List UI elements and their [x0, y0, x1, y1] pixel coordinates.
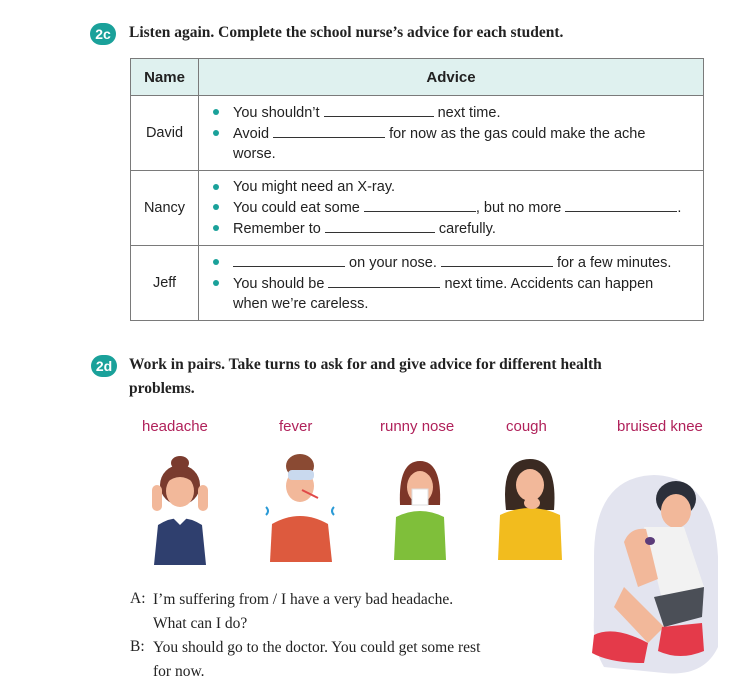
- answer-blank[interactable]: [325, 218, 435, 233]
- answer-blank[interactable]: [273, 123, 385, 138]
- speaker-a: A:: [130, 590, 146, 607]
- advice-text: for a few minutes.: [556, 255, 672, 271]
- bullet-icon: [211, 218, 233, 239]
- problem-label-runny-nose: runny nose: [380, 418, 455, 435]
- student-name: David: [131, 96, 199, 171]
- advice-text: next time. Accidents can happen: [444, 276, 654, 292]
- headache-illustration: [140, 455, 220, 565]
- advice-text: on your nose.: [349, 255, 437, 271]
- table-row: [131, 246, 704, 321]
- table-row: [131, 96, 704, 171]
- bullet-icon: [211, 177, 233, 197]
- advice-text: You should be: [233, 276, 325, 292]
- advice-text: .: [677, 200, 682, 216]
- advice-cell: [199, 246, 704, 321]
- advice-text: You shouldn’t: [233, 105, 320, 121]
- advice-line: [211, 197, 693, 218]
- advice-line: [211, 144, 693, 164]
- fever-illustration: [262, 452, 340, 562]
- advice-text: for now as the gas could make the ache: [389, 126, 646, 142]
- bullet-icon: [211, 273, 233, 294]
- advice-line: [211, 294, 693, 314]
- bullet-icon: [211, 102, 233, 123]
- student-name: Jeff: [131, 246, 199, 321]
- exercise-2d-title-line1: Work in pairs. Take turns to ask for and give advice for different health: [129, 356, 602, 373]
- advice-line: [211, 218, 693, 239]
- bruised-knee-illustration: [584, 467, 724, 682]
- answer-blank[interactable]: [328, 273, 440, 288]
- advice-text: You could eat some: [233, 200, 360, 216]
- speaker-b: B:: [130, 638, 145, 655]
- runny-nose-illustration: [390, 455, 450, 560]
- problem-label-bruised-knee: bruised knee: [617, 418, 703, 435]
- advice-text: Avoid: [233, 126, 270, 142]
- table-row: [131, 171, 704, 246]
- advice-line: [211, 252, 693, 273]
- advice-text: Remember to: [233, 221, 321, 237]
- answer-blank[interactable]: [441, 252, 553, 267]
- advice-text: , but no more: [475, 200, 562, 216]
- dialogue-b-line1: You should go to the doctor. You could get some rest: [153, 639, 481, 656]
- advice-cell: [199, 171, 704, 246]
- advice-line: [211, 123, 693, 144]
- problem-label-fever: fever: [279, 418, 313, 435]
- bullet-icon: [211, 252, 233, 273]
- problem-label-headache: headache: [142, 418, 208, 435]
- bullet-icon: [211, 123, 233, 144]
- dialogue-b-line2: for now.: [153, 663, 205, 680]
- cough-illustration: [492, 455, 567, 560]
- advice-text: when we’re careless.: [233, 296, 369, 312]
- exercise-badge-2c: 2c: [90, 23, 116, 45]
- advice-text: You might need an X-ray.: [233, 179, 396, 195]
- student-name: Nancy: [131, 171, 199, 246]
- advice-text: worse.: [233, 146, 276, 162]
- table-header-row: [131, 59, 704, 96]
- advice-text: carefully.: [438, 221, 496, 237]
- dialogue-a-line2: What can I do?: [153, 615, 248, 632]
- advice-text: next time.: [437, 105, 501, 121]
- answer-blank[interactable]: [233, 252, 345, 267]
- advice-table: [130, 58, 704, 321]
- advice-line: [211, 102, 693, 123]
- answer-blank[interactable]: [565, 197, 677, 212]
- exercise-badge-2d: 2d: [91, 355, 117, 377]
- advice-line: [211, 273, 693, 294]
- answer-blank[interactable]: [364, 197, 476, 212]
- exercise-2d-title-line2: problems.: [129, 380, 195, 397]
- answer-blank[interactable]: [324, 102, 434, 117]
- advice-line: [211, 177, 693, 197]
- header-name: Name: [131, 59, 199, 96]
- header-advice: Advice: [199, 59, 704, 96]
- problem-label-cough: cough: [506, 418, 547, 435]
- advice-cell: [199, 96, 704, 171]
- dialogue-a-line1: I’m suffering from / I have a very bad headache.: [153, 591, 454, 608]
- exercise-2c-title: Listen again. Complete the school nurse’s advice for each student.: [129, 24, 564, 41]
- bullet-icon: [211, 197, 233, 218]
